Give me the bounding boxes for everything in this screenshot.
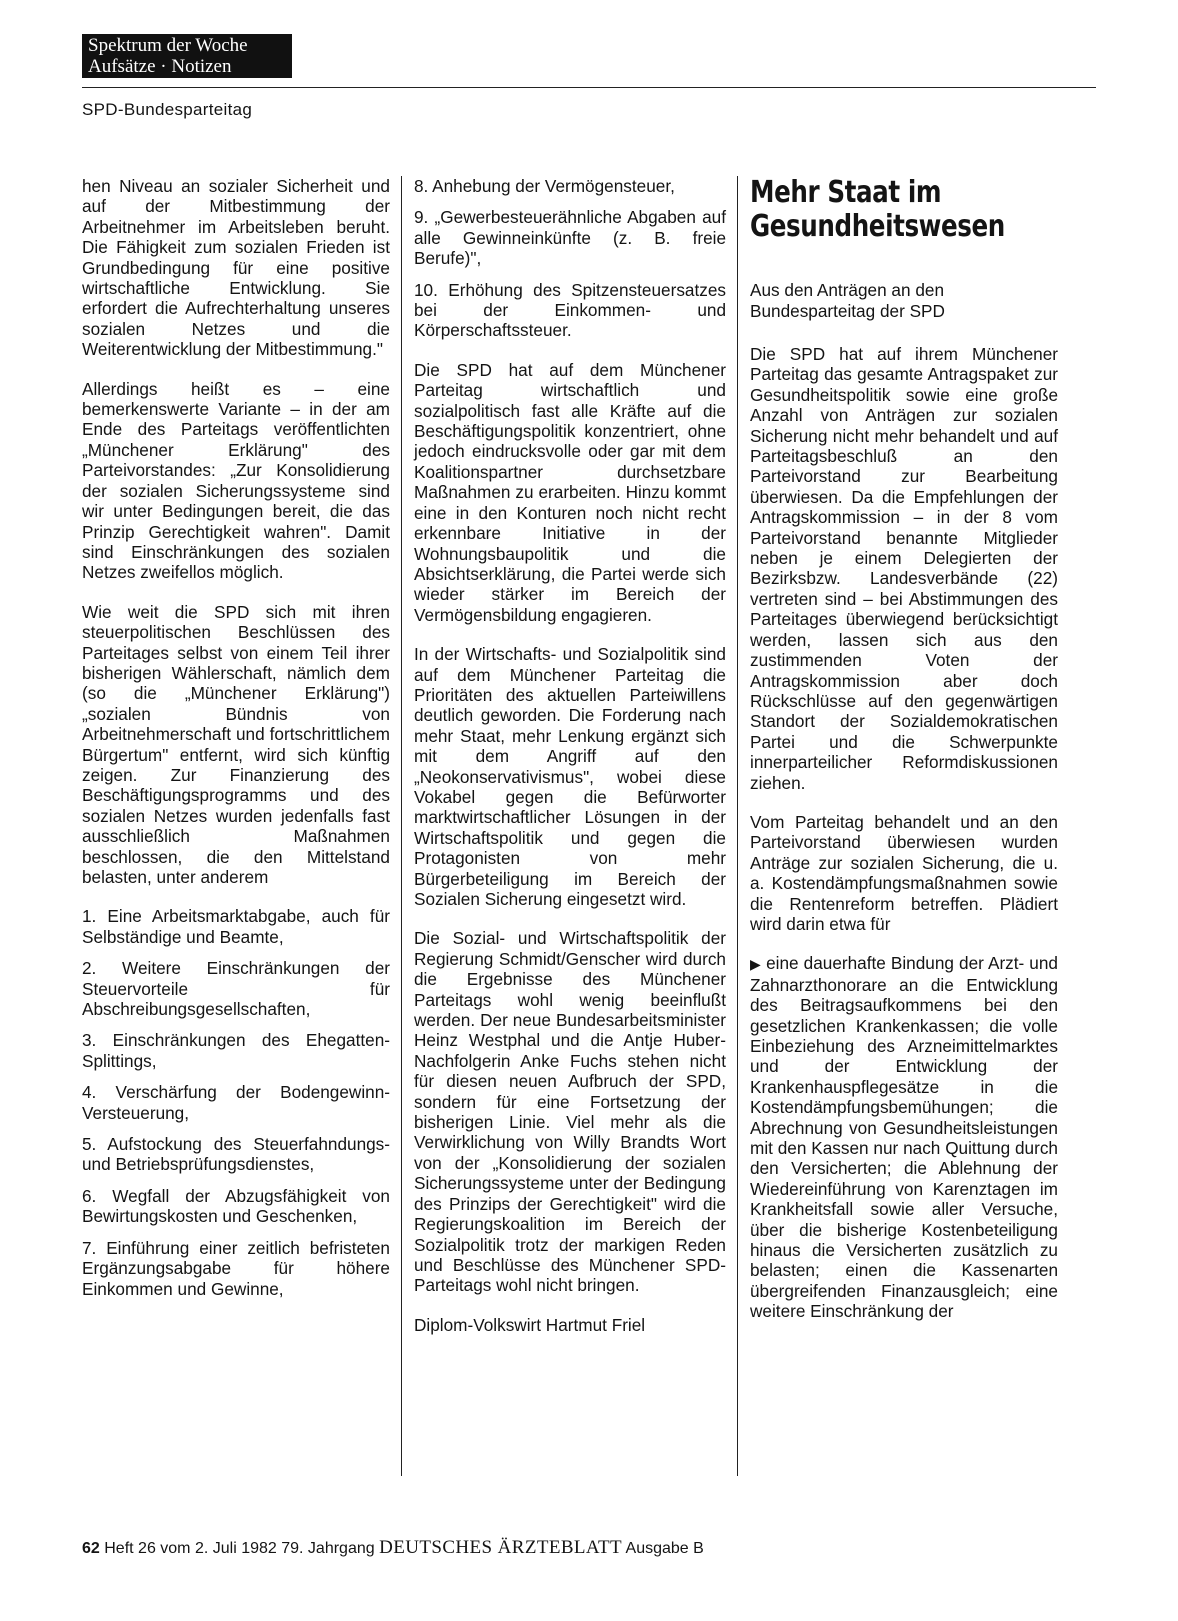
- list-item: 7. Einführung einer zeitlich befristeten Ergänzungsabgabe für höhere Einkommen und Gewinne,: [82, 1237, 390, 1299]
- author-signature: Diplom-Volkswirt Hartmut Friel: [414, 1314, 646, 1335]
- page-number: 62: [82, 1540, 100, 1557]
- list-item: 3. Einschränkungen des Ehegatten-Splittings,: [82, 1030, 390, 1071]
- column-1: [82, 176, 390, 1310]
- list-item: 1. Eine Arbeitsmarktabgabe, auch für Selbständige und Beamte,: [82, 906, 390, 947]
- column-3: [750, 176, 1058, 1341]
- bullet-paragraph: [750, 953, 1058, 1321]
- issue-info: Heft 26 vom 2. Juli 1982 79. Jahrgang: [104, 1540, 375, 1557]
- article-headline: Mehr Staat im Gesundheitswesen: [750, 175, 1005, 244]
- section-tag: [82, 34, 292, 78]
- paragraph: Allerdings heißt es – eine bemerkenswerte Variante – in der am Ende des Parteitags veröffentlichten „Münchener Erklärung" des Parteivorstandes: „Zur Konsolidierung der sozialen Sicherungssysteme sind wir unter Bedingungen bereit, die das Prinzip Gerechtigkeit wahren". Damit sind Einschränkungen des sozialen Netzes zweifellos möglich.: [82, 378, 390, 583]
- paragraph: hen Niveau an sozialer Sicherheit und auf der Mitbestimmung der Arbeitnehmer im Arbeitsleben beruht. Die Fähigkeit zum sozialen Frieden ist Grundbedingung für eine positive wirtschaftliche Entwicklung. Sie erfordert die Aufrechterhaltung unseres sozialen Netzes und die Weiterentwicklung der Mitbestimmung.": [82, 176, 390, 360]
- column-rule: [737, 176, 738, 1476]
- section-tag-line2: Aufsätze · Notizen: [88, 56, 232, 77]
- list-item: 6. Wegfall der Abzugsfähigkeit von Bewirtungskosten und Geschenken,: [82, 1185, 390, 1227]
- page-footer: [82, 1537, 704, 1559]
- paragraph: Die Sozial- und Wirtschaftspolitik der Regierung Schmidt/Genscher wird durch die Ergebnisse des Münchener Parteitags wohl wenig beeinflußt werden. Der neue Bundesarbeitsminister Heinz Westphal und die Antje Huber-Nachfolgerin Anke Fuchs stehen nicht für diesen neuen Aufbruch der SPD, sondern für eine Fortsetzung der bisherigen Linie. Viel mehr als die Verwirklichung von Willy Brandts Wort von der „Konsolidierung der sozialen Sicherungssysteme unter der Bedingung des Prinzips der Gerechtigkeit" wird die Regierungskoalition im Bereich der Sozialpolitik trotz der markigen Reden und Beschlüsse des Münchener SPD-Parteitags wohl nicht bringen.: [414, 928, 726, 1296]
- list-item: 10. Erhöhung des Spitzensteuersatzes bei der Einkommen- und Körperschaftssteuer.: [414, 279, 726, 341]
- header-rule: [82, 87, 1096, 88]
- list-item: 8. Anhebung der Vermögensteuer,: [414, 176, 675, 196]
- paragraph: In der Wirtschafts- und Sozialpolitik sind auf dem Münchener Parteitag die Prioritäten des aktuellen Parteiwillens deutlich geworden. Die Forderung nach mehr Staat, mehr Lenkung ergänzt sich mit dem Angriff auf den „Neokonservativismus", wobei diese Vokabel gegen die Befürworter marktwirtschaftlicher Lösungen in der Wirtschaftspolitik und gegen die Protagonisten von mehr Bürgerbeteiligung im Bereich der Sozialen Sicherung eingesetzt wird.: [414, 644, 726, 909]
- bullet-text: eine dauerhafte Bindung der Arzt- und Zahnarzthonorare an die Entwicklung des Beitragsaufkommens bei den gesetzlichen Krankenkassen; die volle Einbeziehung des Arzneimittelmarktes und der Entwicklung der Krankenhauspflegesätze in die Kostendämpfungsbemühungen; die Abrechnung von Gesundheitsleistungen mit den Kassen nur nach Quittung durch den Versicherten; die Ablehnung der Wiedereinführung von Karenztagen im Krankheitsfall sowie aller Versuche, über die bisherige Kostenbeteiligung hinaus die Versicherten zusätzlich zu belasten; einen die Kassenarten übergreifenden Finanzausgleich; eine weitere Einschränkung der: [750, 953, 1058, 1322]
- list-item: 2. Weitere Einschränkungen der Steuervorteile für Abschreibungsgesellschaften,: [82, 958, 390, 1020]
- paragraph: Wie weit die SPD sich mit ihren steuerpolitischen Beschlüssen des Parteitages selbst von einem Teil ihrer bisherigen Wählerschaft, nämlich dem (so die „Münchener Erklärung") „sozialen Bündnis von Arbeitnehmerschaft und fortschrittlichem Bürgertum" entfernt, wird sich künftig zeigen. Zur Finanzierung des Beschäftigungsprogramms und des sozialen Netzes wurden jedenfalls fast ausschließlich Maßnahmen beschlossen, die den Mittelstand belasten, unter anderem: [82, 601, 390, 887]
- list-item: 9. „Gewerbesteuerähnliche Abgaben auf alle Gewinneinkünfte (z. B. freie Berufe)",: [414, 207, 726, 269]
- journal-name: DEUTSCHES ÄRZTEBLATT: [379, 1537, 622, 1558]
- column-rule: [401, 176, 402, 1476]
- triangle-bullet-icon: ▶: [750, 956, 762, 973]
- column-2: [414, 176, 726, 1354]
- topic-label: SPD-Bundesparteitag: [82, 100, 253, 119]
- section-tag-line1: Spektrum der Woche: [88, 35, 248, 56]
- edition-label: Ausgabe B: [625, 1540, 704, 1557]
- paragraph: Vom Parteitag behandelt und an den Parteivorstand überwiesen wurden Anträge zur sozialen Sicherung, die u. a. Kostendämpfungsmaßnahmen sowie die Rentenreform betreffen. Plädiert wird darin etwa für: [750, 811, 1058, 934]
- list-item: 4. Verschärfung der Bodengewinn-Versteuerung,: [82, 1082, 390, 1123]
- article-subhead: Aus den Anträgen an den Bundesparteitag der SPD: [750, 280, 945, 321]
- paragraph: Die SPD hat auf ihrem Münchener Parteitag das gesamte Antragspaket zur Gesundheitspolitik sowie eine große Anzahl von Anträgen zur sozialen Sicherung nicht mehr behandelt und auf Parteitagsbeschluß an den Parteivorstand zur Bearbeitung überwiesen. Da die Empfehlungen der Antragskommission – in der 8 vom Parteivorstand benannte Mitglieder neben je einem Delegierten der Bezirksbzw. Landesverbände (22) vertreten sind – bei Abstimmungen des Parteitages überwiegend berücksichtigt werden, lassen sich aus den zustimmenden Voten der Antragskommission aber doch Rückschlüsse auf den gegenwärtigen Standort der Sozialdemokratischen Partei und die Schwerpunkte innerparteilicher Reformdiskussionen ziehen.: [750, 344, 1058, 793]
- list-item: 5. Aufstockung des Steuerfahndungs- und Betriebsprüfungsdienstes,: [82, 1134, 390, 1175]
- paragraph: Die SPD hat auf dem Münchener Parteitag wirtschaftlich und sozialpolitisch fast alle Kräfte auf die Beschäftigungspolitik konzentriert, ohne jedoch eindrucksvolle oder gar mit dem Koalitionspartner durchsetzbare Maßnahmen zu erarbeiten. Hinzu kommt eine in den Konturen noch nicht recht erkennbare Initiative in der Wohnungsbaupolitik und die Absichtserklärung, die Partei werde sich wieder stärker im Bereich der Vermögensbildung engagieren.: [414, 359, 726, 625]
